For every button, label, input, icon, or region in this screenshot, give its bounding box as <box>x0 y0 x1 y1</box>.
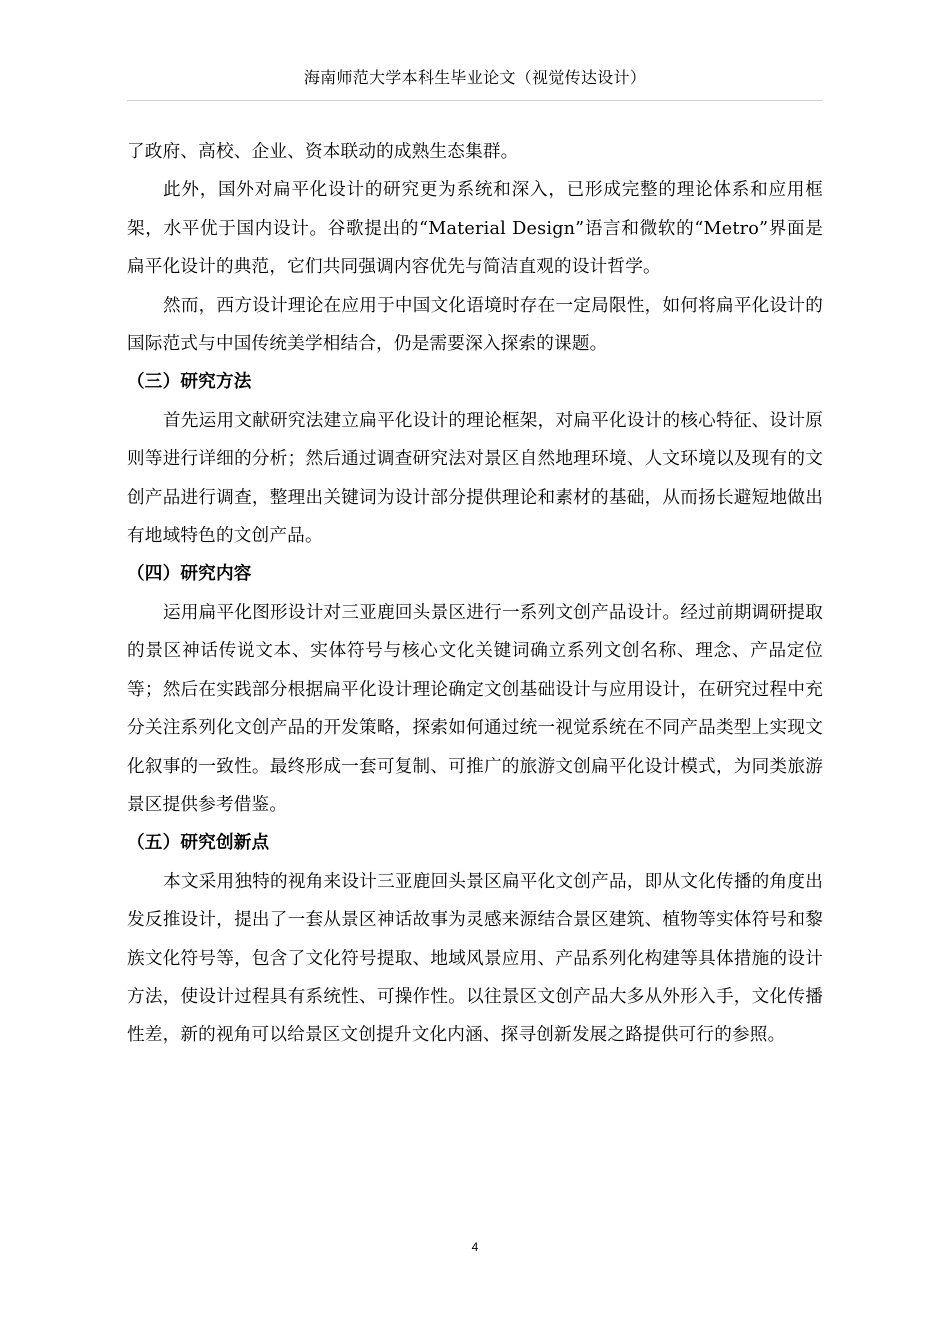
section-heading-innovation: （五）研究创新点 <box>127 832 270 854</box>
paragraph-innovation: 本文采用独特的视角来设计三亚鹿回头景区扁平化文创产品，即从文化传播的角度出发反推设计，提出了一套从景区神话故事为灵感来源结合景区建筑、植物等实体符号和黎族文化符号等，包含了文化符号提取、地域风景应用、产品系列化构建等具体措施的设计方法，使设计过程具有系统性、可操作性。以往景区文创产品大多从外形入手，文化传播性差，新的视角可以给景区文创提升文化内涵、探寻创新发展之路提供可行的参照。 <box>127 871 823 1046</box>
paragraph-content: 运用扁平化图形设计对三亚鹿回头景区进行一系列文创产品设计。经过前期调研提取的景区神话传说文本、实体符号与核心文化关键词确立系列文创名称、理念、产品定位等；然后在实践部分根据扁平化设计理论确定文创基础设计与应用设计，在研究过程中充分关注系列化文创产品的开发策略，探索如何通过统一视觉系统在不同产品类型上实现文化叙事的一致性。最终形成一套可复制、可推广的旅游文创扁平化设计模式，为同类旅游景区提供参考借鉴。 <box>127 602 823 815</box>
section-heading-content: （四）研究内容 <box>127 563 252 585</box>
header-divider <box>127 100 823 101</box>
page-number: 4 <box>471 1240 479 1254</box>
paragraph-methods: 首先运用文献研究法建立扁平化设计的理论框架，对扁平化设计的核心特征、设计原则等进行详细的分析；然后通过调查研究法对景区自然地理环境、人文环境以及现有的文创产品进行调查，整理出关键词为设计部分提供理论和素材的基础，从而扬长避短地做出有地域特色的文创产品。 <box>127 410 823 547</box>
paragraph-continuation: 了政府、高校、企业、资本联动的成熟生态集群。 <box>127 142 519 162</box>
section-heading-methods: （三）研究方法 <box>127 371 252 393</box>
paragraph-foreign-research: 此外，国外对扁平化设计的研究更为系统和深入，已形成完整的理论体系和应用框架，水平优于国内设计。谷歌提出的“Material Design”语言和微软的“Metro”界面是扁平化设计的典范，它们共同强调内容优先与简洁直观的设计哲学。 <box>127 180 823 278</box>
running-header: 海南师范大学本科生毕业论文（视觉传达设计） <box>303 68 647 87</box>
body-text <box>127 133 823 1055</box>
paragraph-limitation: 然而，西方设计理论在应用于中国文化语境时存在一定局限性，如何将扁平化设计的国际范式与中国传统美学相结合，仍是需要深入探索的课题。 <box>127 295 823 355</box>
